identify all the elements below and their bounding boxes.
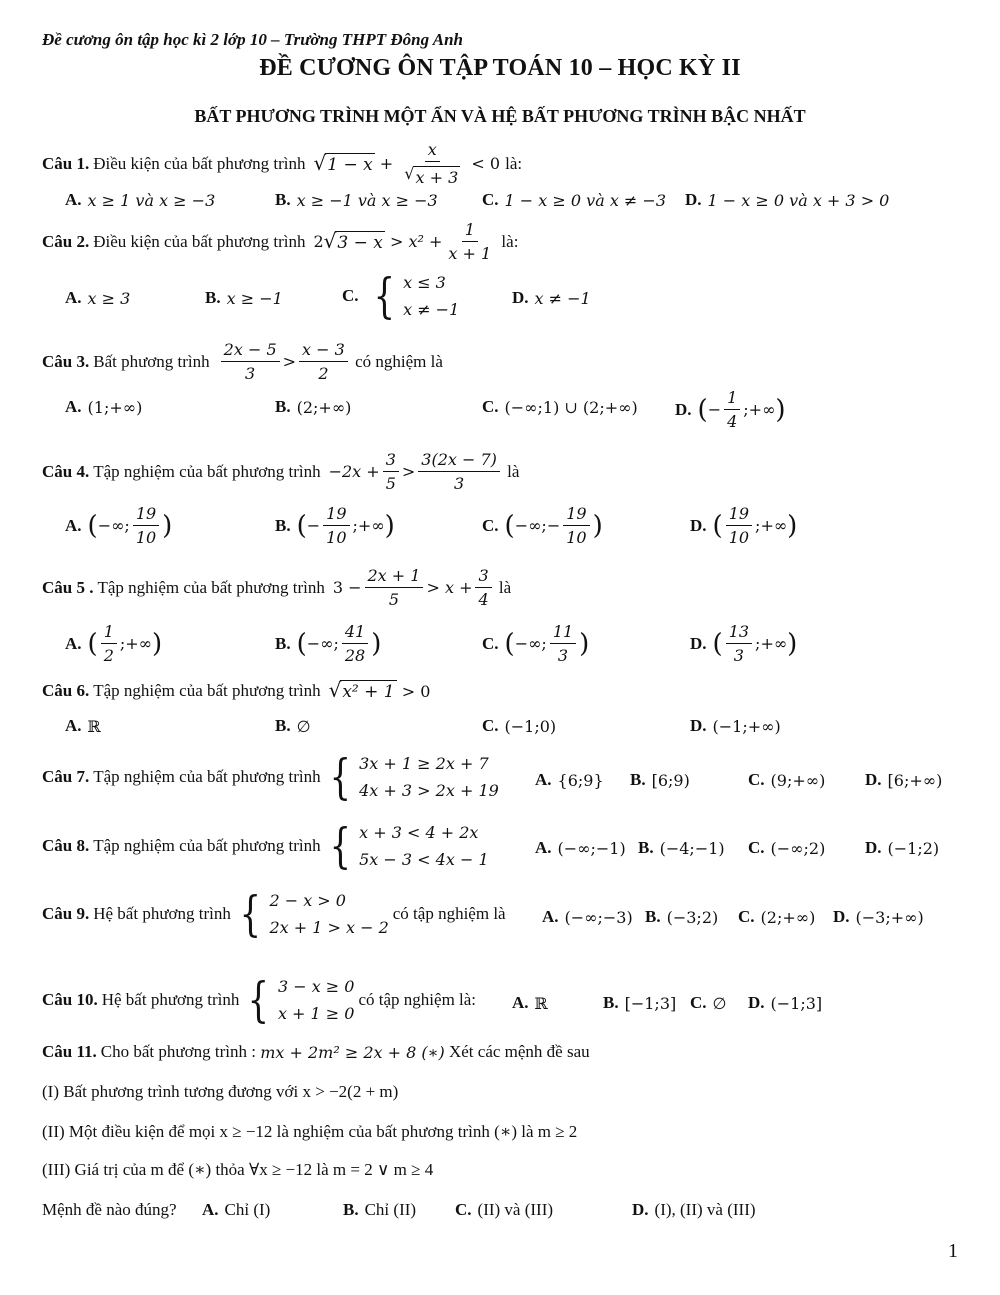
option-d[interactable]: D. (−1;3]	[748, 993, 823, 1013]
option-c[interactable]: C. (−∞;1) ∪ (2;+∞)	[482, 397, 638, 417]
option-a[interactable]: A. {6;9}	[535, 770, 604, 790]
question-3: Câu 3. Bất phương trình $\frac{2x - 5}{3}$ > $\frac{x - 3}{2}$ có nghiệm là	[42, 340, 443, 383]
section-title: BẤT PHƯƠNG TRÌNH MỘT ẨN VÀ HỆ BẤT PHƯƠNG TRÌNH BẬC NHẤT	[194, 106, 806, 126]
document-header: Đề cương ôn tập học kì 2 lớp 10 – Trường THPT Đông Anh	[42, 30, 463, 49]
option-d[interactable]: D. (I), (II) và (III)	[632, 1200, 756, 1219]
statement-2: (II) Một điều kiện để mọi x ≥ −12 là nghiệm của bất phương trình (∗) là m ≥ 2	[42, 1122, 578, 1141]
option-b[interactable]: B. [−1;3]	[603, 993, 677, 1013]
question-5: Câu 5 . Tập nghiệm của bất phương trình 3 − $\frac{2x + 1}{5}$ > x + $\frac{3}{4}$ là	[42, 566, 512, 609]
question-text: Điều kiện của bất phương trình	[93, 231, 306, 251]
option-b[interactable]: B. ( − $\frac{19}{10}$ ;+∞ )	[275, 504, 395, 547]
question-text: Điều kiện của bất phương trình	[93, 153, 306, 173]
option-a[interactable]: A. (1;+∞)	[65, 397, 143, 417]
question-label: Câu 2.	[42, 231, 90, 251]
option-c[interactable]: C. 1 − x ≥ 0 và x ≠ −3	[482, 190, 667, 210]
option-b[interactable]: B. ( −∞; $\frac{41}{28}$ )	[275, 622, 382, 665]
option-b[interactable]: B. x ≥ −1 và x ≥ −3	[275, 190, 438, 210]
option-a[interactable]: A. Chỉ (I)	[202, 1200, 271, 1219]
statement-1: (I) Bất phương trình tương đương với x > −2(2 + m)	[42, 1082, 399, 1101]
question-6: Câu 6. Tập nghiệm của bất phương trình √ x² + 1 > 0	[42, 678, 431, 702]
option-a[interactable]: A. ℝ	[65, 716, 101, 736]
question-7: Câu 7. Tập nghiệm của bất phương trình { 3x + 1 ≥ 2x + 7 4x + 3 > 2x + 19	[42, 749, 499, 805]
option-a[interactable]: A. ( −∞; $\frac{19}{10}$ )	[65, 504, 173, 547]
option-c[interactable]: C. { x ≤ 3 x ≠ −1	[342, 268, 460, 324]
option-b[interactable]: B. (−3;2)	[645, 907, 719, 927]
statement-3: (III) Giá trị của m để (∗) thỏa ∀x ≥ −12 là m = 2 ∨ m ≥ 4	[42, 1160, 434, 1179]
option-d[interactable]: D. (−1;2)	[865, 838, 940, 858]
option-a[interactable]: A. x ≥ 1 và x ≥ −3	[65, 190, 216, 210]
option-c[interactable]: C. (2;+∞)	[738, 907, 816, 927]
option-d[interactable]: D. ( − $\frac{1}{4}$ ;+∞ )	[675, 388, 786, 431]
option-d[interactable]: D. (−3;+∞)	[833, 907, 924, 927]
option-b[interactable]: B. ∅	[275, 716, 311, 736]
question-2: Câu 2. Điều kiện của bất phương trình 2 √ 3 − x > x² + $\frac{1}{x + 1}$ là:	[42, 220, 519, 263]
question-8: Câu 8. Tập nghiệm của bất phương trình { x + 3 < 4 + 2x 5x − 3 < 4x − 1	[42, 818, 489, 874]
option-d[interactable]: D. [6;+∞)	[865, 770, 943, 790]
option-d[interactable]: D. 1 − x ≥ 0 và x + 3 > 0	[685, 190, 890, 210]
option-a[interactable]: A. (−∞;−1)	[535, 838, 626, 858]
option-b[interactable]: B. x ≥ −1	[205, 288, 283, 308]
option-d[interactable]: D. ( $\frac{19}{10}$ ;+∞ )	[690, 504, 798, 547]
question-11-ask: Mệnh đề nào đúng?	[42, 1200, 177, 1219]
option-c[interactable]: C. ( −∞; $\frac{11}{3}$ )	[482, 622, 590, 665]
sqrt-expression: √ 1 − x	[313, 150, 373, 175]
question-9: Câu 9. Hệ bất phương trình { 2 − x > 0 2x + 1 > x − 2 có tập nghiệm là	[42, 886, 506, 942]
question-1: Câu 1. Điều kiện của bất phương trình √ 1 − x + x √ x + 3 < 0 là:	[42, 140, 523, 187]
option-c[interactable]: C. ∅	[690, 993, 727, 1013]
option-d[interactable]: D. x ≠ −1	[512, 288, 591, 308]
option-c[interactable]: C. ( −∞;− $\frac{19}{10}$ )	[482, 504, 603, 547]
page-title: ĐỀ CƯƠNG ÔN TẬP TOÁN 10 – HỌC KỲ II	[259, 55, 741, 81]
page-number: 1	[948, 1240, 958, 1262]
question-label: Câu 1.	[42, 153, 90, 173]
option-b[interactable]: B. (2;+∞)	[275, 397, 352, 417]
option-b[interactable]: B. Chỉ (II)	[343, 1200, 417, 1219]
option-b[interactable]: B. (−4;−1)	[638, 838, 725, 858]
option-a[interactable]: A. ℝ	[512, 993, 548, 1013]
option-b[interactable]: B. [6;9)	[630, 770, 690, 790]
option-a[interactable]: A. (−∞;−3)	[542, 907, 633, 927]
option-c[interactable]: C. (−1;0)	[482, 716, 557, 736]
option-a[interactable]: A. x ≥ 3	[65, 288, 131, 308]
option-c[interactable]: C. (−∞;2)	[748, 838, 826, 858]
option-a[interactable]: A. ( $\frac{1}{2}$ ;+∞ )	[65, 622, 163, 665]
option-c[interactable]: C. (9;+∞)	[748, 770, 826, 790]
fraction: x √ x + 3	[404, 140, 459, 187]
question-4: Câu 4. Tập nghiệm của bất phương trình −2x + $\frac{3}{5}$ > $\frac{3(2x - 7)}{3}$ là	[42, 450, 520, 493]
option-d[interactable]: D. (−1;+∞)	[690, 716, 781, 736]
option-c[interactable]: C. (II) và (III)	[455, 1200, 554, 1219]
question-11: Câu 11. Cho bất phương trình : mx + 2m² ≥ 2x + 8 (∗) Xét các mệnh đề sau	[42, 1042, 590, 1062]
question-10: Câu 10. Hệ bất phương trình { 3 − x ≥ 0 x + 1 ≥ 0 có tập nghiệm là:	[42, 972, 477, 1028]
option-d[interactable]: D. ( $\frac{13}{3}$ ;+∞ )	[690, 622, 798, 665]
